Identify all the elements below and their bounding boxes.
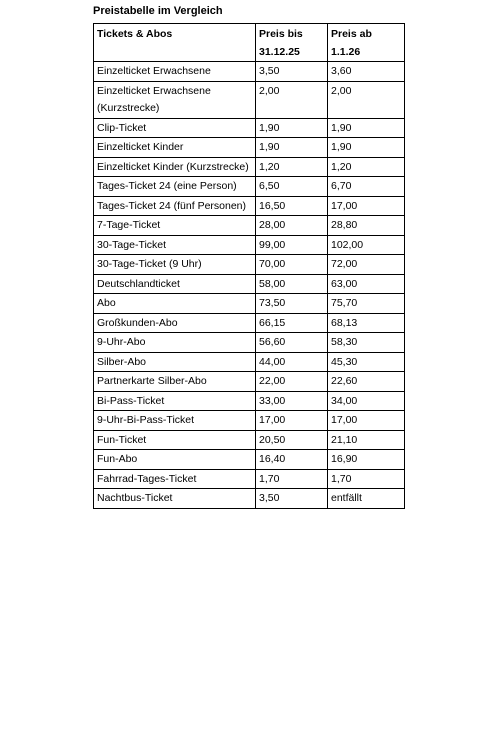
table-row: [94, 81, 405, 118]
table-row: [94, 62, 405, 82]
ticket-name-cell: [94, 118, 256, 138]
ticket-name-cell: [94, 62, 256, 82]
ticket-name-cell: [94, 372, 256, 392]
table-row: [94, 372, 405, 392]
table-row: [94, 489, 405, 509]
ticket-name: Bi-Pass-Ticket: [97, 394, 165, 407]
price-old-cell: 2,00: [256, 81, 328, 118]
table-row: [94, 196, 405, 216]
price-old-cell: 1,90: [256, 118, 328, 138]
price-new-cell: 102,00: [328, 235, 405, 255]
price-new-cell: 58,30: [328, 333, 405, 353]
ticket-name-cell: [94, 157, 256, 177]
price-new-cell: 2,00: [328, 81, 405, 118]
ticket-name-cell: [94, 430, 256, 450]
price-new-cell: 28,80: [328, 216, 405, 236]
price-old-cell: 1,20: [256, 157, 328, 177]
price-new-cell: 21,10: [328, 430, 405, 450]
ticket-name-cell: [94, 81, 256, 118]
price-new-cell: 1,90: [328, 138, 405, 158]
price-old-cell: 73,50: [256, 294, 328, 314]
table-row: [94, 450, 405, 470]
ticket-name: 7-Tage-Ticket: [97, 219, 161, 231]
table-body: [94, 62, 405, 509]
price-old-cell: 44,00: [256, 352, 328, 372]
ticket-name-line2: (Kurzstrecke): [97, 102, 160, 114]
column-header-price-new-line2: 1.1.26: [331, 46, 361, 58]
price-new-cell: 34,00: [328, 391, 405, 411]
ticket-name: 9-Uhr-Bi-Pass-Ticket: [97, 414, 195, 426]
price-new-cell: 72,00: [328, 255, 405, 275]
ticket-name: Partnerkarte Silber-Abo: [97, 375, 207, 387]
ticket-name-cell: [94, 216, 256, 236]
price-old-cell: 3,50: [256, 62, 328, 82]
price-new-cell: 1,20: [328, 157, 405, 177]
price-new-cell: 3,60: [328, 62, 405, 82]
price-new-cell: 17,00: [328, 196, 405, 216]
ticket-name: Fun-Abo: [97, 453, 138, 465]
price-old-cell: 16,50: [256, 196, 328, 216]
price-new-cell: 17,00: [328, 411, 405, 431]
price-old-cell: 3,50: [256, 489, 328, 509]
table-row: [94, 216, 405, 236]
ticket-name: Tages-Ticket 24 (fünf Personen): [97, 199, 247, 212]
ticket-name: Abo: [97, 297, 116, 309]
ticket-name: Nachtbus-Ticket: [97, 492, 173, 504]
ticket-name-cell: [94, 411, 256, 431]
price-old-cell: 28,00: [256, 216, 328, 236]
ticket-name-cell: [94, 391, 256, 411]
price-old-cell: 6,50: [256, 177, 328, 197]
price-old-cell: 66,15: [256, 313, 328, 333]
ticket-name-cell: [94, 274, 256, 294]
price-new-cell: 1,90: [328, 118, 405, 138]
ticket-name-cell: [94, 450, 256, 470]
price-new-cell: entfällt: [328, 489, 405, 509]
ticket-name-cell: [94, 138, 256, 158]
price-old-cell: 17,00: [256, 411, 328, 431]
ticket-name-cell: [94, 352, 256, 372]
price-table: [93, 23, 405, 509]
column-header-price-old: [256, 24, 328, 62]
ticket-name: Fun-Ticket: [97, 433, 147, 446]
ticket-name: Einzelticket Kinder: [97, 141, 184, 153]
table-row: [94, 157, 405, 177]
table-row: [94, 255, 405, 275]
table-row: [94, 333, 405, 353]
ticket-name: Einzelticket Erwachsene: [97, 84, 211, 97]
ticket-name: Tages-Ticket 24 (eine Person): [97, 180, 237, 192]
price-old-cell: 16,40: [256, 450, 328, 470]
price-new-cell: 68,13: [328, 313, 405, 333]
price-old-cell: 22,00: [256, 372, 328, 392]
page-title: Preistabelle im Vergleich: [93, 5, 223, 17]
column-header-price-new-line1: Preis ab: [331, 28, 372, 40]
ticket-name: Clip-Ticket: [97, 121, 147, 134]
price-new-cell: 6,70: [328, 177, 405, 197]
ticket-name: 30-Tage-Ticket (9 Uhr): [97, 258, 202, 270]
table-row: [94, 294, 405, 314]
price-old-cell: 99,00: [256, 235, 328, 255]
ticket-name: Einzelticket Erwachsene: [97, 65, 211, 77]
table-row: [94, 235, 405, 255]
table-row: [94, 177, 405, 197]
price-new-cell: 75,70: [328, 294, 405, 314]
column-header-tickets: [94, 24, 256, 62]
ticket-name-cell: [94, 489, 256, 509]
ticket-name-cell: [94, 313, 256, 333]
price-old-cell: 1,70: [256, 469, 328, 489]
table-row: [94, 430, 405, 450]
ticket-name-cell: [94, 177, 256, 197]
table-row: [94, 469, 405, 489]
ticket-name-cell: [94, 235, 256, 255]
ticket-name-cell: [94, 196, 256, 216]
ticket-name: Silber-Abo: [97, 355, 147, 368]
ticket-name: Großkunden-Abo: [97, 316, 178, 329]
price-old-cell: 1,90: [256, 138, 328, 158]
price-old-cell: 58,00: [256, 274, 328, 294]
ticket-name: 9-Uhr-Abo: [97, 336, 146, 348]
price-old-cell: 56,60: [256, 333, 328, 353]
table-row: [94, 352, 405, 372]
column-header-tickets-label: Tickets & Abos: [97, 28, 173, 40]
table-row: [94, 138, 405, 158]
table-row: [94, 391, 405, 411]
column-header-price-old-line1: Preis bis: [259, 28, 303, 40]
table-row: [94, 118, 405, 138]
price-new-cell: 16,90: [328, 450, 405, 470]
table-row: [94, 411, 405, 431]
price-new-cell: 1,70: [328, 469, 405, 489]
ticket-name-cell: [94, 255, 256, 275]
ticket-name-cell: [94, 333, 256, 353]
ticket-name: 30-Tage-Ticket: [97, 238, 167, 251]
ticket-name: Einzelticket Kinder (Kurzstrecke): [97, 160, 249, 173]
price-old-cell: 33,00: [256, 391, 328, 411]
ticket-name: Fahrrad-Tages-Ticket: [97, 472, 197, 485]
column-header-price-old-line2: 31.12.25: [259, 46, 300, 58]
price-new-cell: 63,00: [328, 274, 405, 294]
price-new-cell: 22,60: [328, 372, 405, 392]
price-old-cell: 70,00: [256, 255, 328, 275]
ticket-name: Deutschlandticket: [97, 277, 180, 290]
column-header-price-new: [328, 24, 405, 62]
table-header-row: [94, 24, 405, 62]
ticket-name-cell: [94, 294, 256, 314]
ticket-name-cell: [94, 469, 256, 489]
table-row: [94, 313, 405, 333]
price-old-cell: 20,50: [256, 430, 328, 450]
table-row: [94, 274, 405, 294]
price-new-cell: 45,30: [328, 352, 405, 372]
